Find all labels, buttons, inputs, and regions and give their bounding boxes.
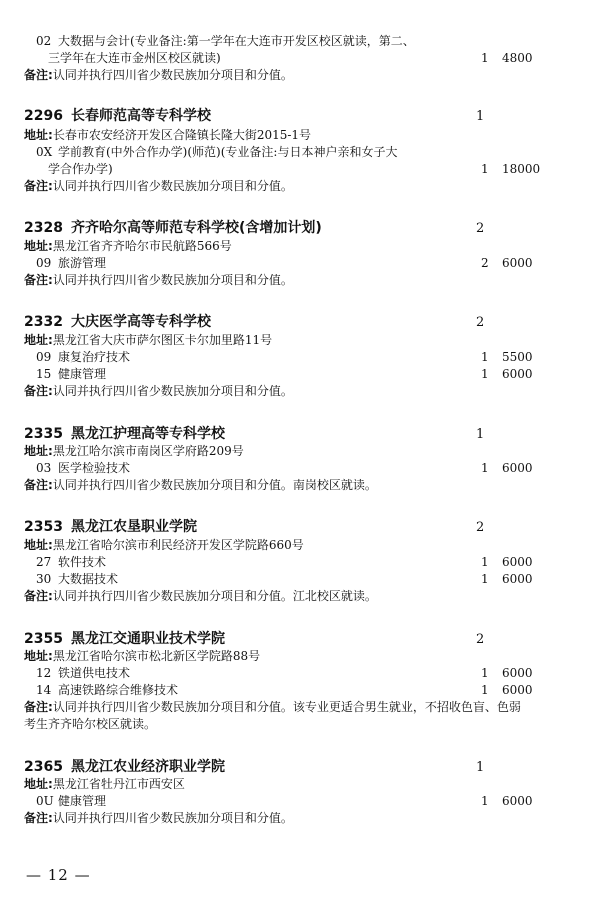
note-row	[0, 177, 600, 196]
major-name: 康复治疗技术	[58, 350, 131, 364]
tuition-fee: 6000	[502, 256, 533, 270]
note-row	[0, 809, 600, 828]
major-code: 03	[36, 461, 52, 475]
school-code: 2365	[24, 759, 63, 775]
tuition-fee: 6000	[502, 683, 533, 697]
plan-count: 1	[481, 162, 489, 176]
address-text: 黑龙江省哈尔滨市利民经济开发区学院路660号	[52, 538, 304, 552]
major-name: 大数据技术	[58, 572, 119, 586]
school-plan-count: 2	[476, 315, 485, 330]
note-label: 备注:	[24, 478, 53, 492]
note-label: 备注:	[24, 384, 53, 398]
tuition-fee: 5500	[502, 350, 533, 364]
plan-count: 1	[481, 51, 489, 65]
note-label: 备注:	[24, 273, 53, 287]
note	[24, 177, 293, 196]
address-text: 黑龙江省牡丹江市西安区	[52, 777, 185, 791]
note-text: 认同并执行四川省少数民族加分项目和分值。江北校区就读。	[52, 589, 377, 603]
note-row	[0, 66, 600, 85]
school-name: 黑龙江农业经济职业学院	[70, 759, 225, 775]
note-text: 认同并执行四川省少数民族加分项目和分值。该专业更适合男生就业，不招收色盲、色弱	[52, 700, 521, 714]
address-text: 黑龙江省齐齐哈尔市民航路566号	[52, 239, 232, 253]
address-text: 长春市农安经济开发区合隆镇长隆大街2015-1号	[52, 128, 312, 142]
major-name-continued: 学合作办学)	[48, 162, 113, 176]
school-name: 长春师范高等专科学校	[70, 108, 211, 124]
major-name-continued: 三学年在大连市金州区校区就读)	[48, 51, 221, 65]
page-number: — 12 —	[26, 866, 91, 884]
major-code: 27	[36, 555, 52, 569]
note-row	[0, 476, 600, 495]
plan-count: 1	[481, 555, 489, 569]
note-label: 备注:	[24, 700, 53, 714]
school-name: 大庆医学高等专科学校	[70, 314, 211, 330]
school-name: 黑龙江农垦职业学院	[70, 519, 197, 535]
school-count-row	[0, 219, 600, 238]
plan-count: 1	[481, 367, 489, 381]
note-text: 认同并执行四川省少数民族加分项目和分值。南岗校区就读。	[52, 478, 377, 492]
address-label: 地址:	[24, 649, 53, 663]
school-code: 2355	[24, 631, 63, 647]
plan-count: 1	[481, 683, 489, 697]
school-plan-count: 1	[476, 109, 485, 124]
note-row	[0, 271, 600, 290]
school-code: 2296	[24, 108, 63, 124]
school-plan-count: 2	[476, 221, 485, 236]
major-name: 医学检验技术	[58, 461, 131, 475]
tuition-fee: 6000	[502, 461, 533, 475]
plan-count: 1	[481, 461, 489, 475]
note-text: 认同并执行四川省少数民族加分项目和分值。	[52, 384, 293, 398]
major-name: 高速铁路综合维修技术	[58, 683, 179, 697]
note-label: 备注:	[24, 589, 53, 603]
school-plan-count: 2	[476, 520, 485, 535]
major-code: 0X	[36, 145, 53, 159]
note-text: 认同并执行四川省少数民族加分项目和分值。	[52, 811, 293, 825]
note-row	[0, 382, 600, 401]
address-text: 黑龙江省大庆市萨尔图区卡尔加里路11号	[52, 333, 273, 347]
plan-count: 1	[481, 794, 489, 808]
school-code: 2328	[24, 220, 63, 236]
school-code: 2335	[24, 426, 63, 442]
school-name: 齐齐哈尔高等师范专科学校(含增加计划)	[70, 220, 322, 236]
major-code: 02	[36, 34, 52, 48]
major-name: 健康管理	[58, 367, 107, 381]
note	[24, 382, 293, 401]
address-text: 黑龙江哈尔滨市南岗区学府路209号	[52, 444, 244, 458]
plan-count: 1	[481, 572, 489, 586]
note-label: 备注:	[24, 68, 53, 82]
major-name: 健康管理	[58, 794, 107, 808]
address-label: 地址:	[24, 777, 53, 791]
note	[24, 476, 377, 495]
tuition-fee: 6000	[502, 572, 533, 586]
tuition-fee: 6000	[502, 666, 533, 680]
note-text: 认同并执行四川省少数民族加分项目和分值。	[52, 68, 293, 82]
note-label: 备注:	[24, 811, 53, 825]
major-code: 15	[36, 367, 52, 381]
school-count-row	[0, 518, 600, 537]
tuition-fee: 6000	[502, 367, 533, 381]
major-name: 大数据与会计(专业备注:第一学年在大连市开发区校区就读，第二、	[58, 34, 415, 48]
major-name: 软件技术	[58, 555, 107, 569]
note-row	[0, 587, 600, 606]
address-label: 地址:	[24, 239, 53, 253]
school-name: 黑龙江护理高等专科学校	[70, 426, 225, 442]
school-plan-count: 1	[476, 760, 485, 775]
major-name: 旅游管理	[58, 256, 107, 270]
school-plan-count: 2	[476, 632, 485, 647]
address-label: 地址:	[24, 128, 53, 142]
school-plan-count: 1	[476, 427, 485, 442]
major-name: 铁道供电技术	[58, 666, 131, 680]
major-code: 14	[36, 683, 52, 697]
address-text: 黑龙江省哈尔滨市松北新区学院路88号	[52, 649, 261, 663]
major-name: 学前教育(中外合作办学)(师范)(专业备注:与日本神户亲和女子大	[58, 145, 398, 159]
address-label: 地址:	[24, 444, 53, 458]
address-label: 地址:	[24, 538, 53, 552]
school-count-row	[0, 313, 600, 332]
tuition-fee: 18000	[502, 162, 541, 176]
note-text: 认同并执行四川省少数民族加分项目和分值。	[52, 273, 293, 287]
school-code: 2332	[24, 314, 63, 330]
note-text: 认同并执行四川省少数民族加分项目和分值。	[52, 179, 293, 193]
tuition-fee: 4800	[502, 51, 533, 65]
major-code: 0U	[36, 794, 54, 808]
major-code: 09	[36, 350, 52, 364]
address-label: 地址:	[24, 333, 53, 347]
plan-count: 1	[481, 350, 489, 364]
school-count-row	[0, 107, 600, 126]
note	[24, 587, 377, 606]
note	[24, 809, 293, 828]
school-code: 2353	[24, 519, 63, 535]
note	[24, 66, 293, 85]
tuition-fee: 6000	[502, 794, 533, 808]
major-code: 09	[36, 256, 52, 270]
major-code: 12	[36, 666, 52, 680]
note-row-continued	[0, 715, 600, 734]
note	[24, 271, 293, 290]
plan-count: 1	[481, 666, 489, 680]
note-text-continued: 考生齐齐哈尔校区就读。	[24, 717, 157, 731]
note-label: 备注:	[24, 179, 53, 193]
school-name: 黑龙江交通职业技术学院	[70, 631, 225, 647]
plan-count: 2	[481, 256, 489, 270]
major-code: 30	[36, 572, 52, 586]
tuition-fee: 6000	[502, 555, 533, 569]
